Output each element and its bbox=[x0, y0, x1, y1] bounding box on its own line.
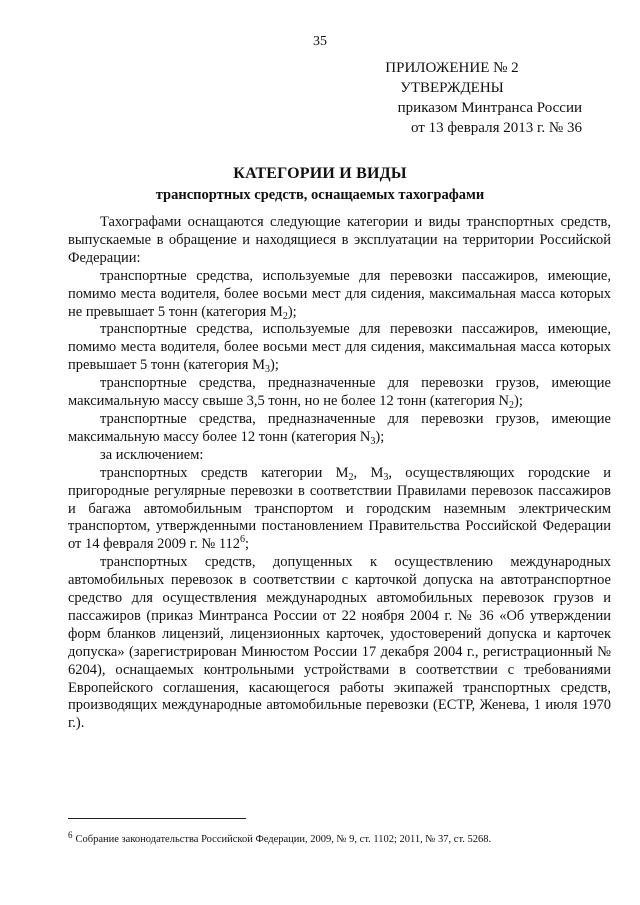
intro-text: Тахографами оснащаются следующие категории и виды транспортных средств, выпускаемые в обращение и находящиеся в эксплуатации на территории Российской Федерации: bbox=[68, 214, 611, 266]
footnote bbox=[68, 828, 611, 847]
exception-text-start: транспортных средств категории bbox=[100, 464, 336, 481]
intro-paragraph bbox=[68, 214, 611, 268]
order-date: от 13 февраля 2013 г. № 36 bbox=[410, 120, 582, 136]
item-text: транспортные средства, используемые для перевозки пассажиров, имеющие, помимо места водителя, более восьми мест для сидения, максимальная масса которых превышает 5 тонн (категория bbox=[68, 321, 611, 374]
footnote-reference[interactable]: 6 bbox=[240, 534, 246, 546]
item-text: транспортные средства, предназначенные для перевозки грузов, имеющие максимальную массу свыше 3,5 тонн, но не более 12 тонн (категория bbox=[68, 375, 611, 410]
footnote-divider bbox=[68, 818, 246, 819]
list-item-m2 bbox=[68, 268, 611, 322]
category-letter: N bbox=[498, 393, 509, 410]
category-subscript: 3 bbox=[370, 435, 376, 447]
category-letter: M bbox=[269, 303, 283, 320]
item-text: транспортные средства, предназначенные для перевозки грузов, имеющие максимальную массу более 12 тонн (категория bbox=[68, 410, 611, 445]
footnote-text: Собрание законодательства Российской Федерации, 2009, № 9, ст. 1102; 2011, № 37, ст. 5268. bbox=[75, 834, 492, 845]
document-body bbox=[68, 214, 611, 733]
item-end: ); bbox=[287, 303, 297, 320]
approval-block bbox=[322, 58, 582, 138]
page-number: 35 bbox=[313, 34, 327, 49]
category-subscript: 2 bbox=[348, 471, 354, 483]
category-subscript: 3 bbox=[383, 471, 389, 483]
item-end: ); bbox=[269, 357, 279, 374]
exception-text-rest: , осуществляющих городские и пригородные регулярные перевозки в соответствии Правилами перевозок пассажиров и багажа автомобильным транспортом и городским наземным электрическим транспортом, утвержденными постановлением Правительства Российской Федерации от 14 февраля 2009 г. № 112 bbox=[68, 464, 612, 553]
exception-item-international bbox=[68, 554, 611, 733]
exception-item-urban bbox=[68, 465, 611, 555]
category-letter: N bbox=[359, 428, 371, 445]
category-letter: M bbox=[252, 357, 265, 374]
item-end: ); bbox=[513, 393, 523, 410]
title-main: КАТЕГОРИИ И ВИДЫ bbox=[233, 165, 407, 182]
item-end: ); bbox=[375, 428, 385, 445]
category-letter: M bbox=[370, 464, 384, 481]
list-item-n2 bbox=[68, 375, 611, 411]
document-title bbox=[0, 163, 640, 205]
category-subscript: 2 bbox=[508, 400, 514, 412]
footnote-mark: 6 bbox=[68, 830, 73, 840]
order-reference: приказом Минтранса России bbox=[397, 100, 582, 116]
exception-text: за исключением: bbox=[100, 446, 204, 463]
exception-text-end: ; bbox=[245, 536, 250, 553]
title-subtitle: транспортных средств, оснащаемых тахографами bbox=[155, 187, 485, 203]
category-letter: M bbox=[335, 464, 349, 481]
exception-text: транспортных средств, допущенных к осуществлению международных автомобильных перевозок в соответствии с карточкой допуска на автотранспортное средство для осуществления международных автомобильных перевозок грузов и пассажиров (приказ Минтранса России от 22 ноября 2004 г. № 36 «Об утверждении форм бланков лицензий, лицензионных карточек, удостоверений допуска и карточек допуска» (зарегистрирован Минюстом России 17 декабря 2004 г., регистрационный № 6204), оснащаемых контрольными устройствами в соответствии с требованиями Европейского соглашения, касающегося работы экипажей транспортных средств, производящих международные автомобильные перевозки (ЕСТР, Женева, 1 июля 1970 г.). bbox=[68, 554, 611, 732]
appendix-label: ПРИЛОЖЕНИЕ № 2 bbox=[385, 60, 519, 76]
category-subscript: 2 bbox=[282, 310, 288, 322]
list-item-n3 bbox=[68, 411, 611, 447]
approved-label: УТВЕРЖДЕНЫ bbox=[400, 80, 504, 96]
item-text: транспортные средства, используемые для перевозки пассажиров, имеющие, помимо места водителя, более восьми мест для сидения, максимальная масса которых не превышает 5 тонн (категория bbox=[68, 267, 611, 320]
exception-heading bbox=[68, 447, 611, 465]
category-subscript: 3 bbox=[264, 364, 270, 376]
list-item-m3 bbox=[68, 321, 611, 375]
separator: , bbox=[353, 464, 371, 481]
